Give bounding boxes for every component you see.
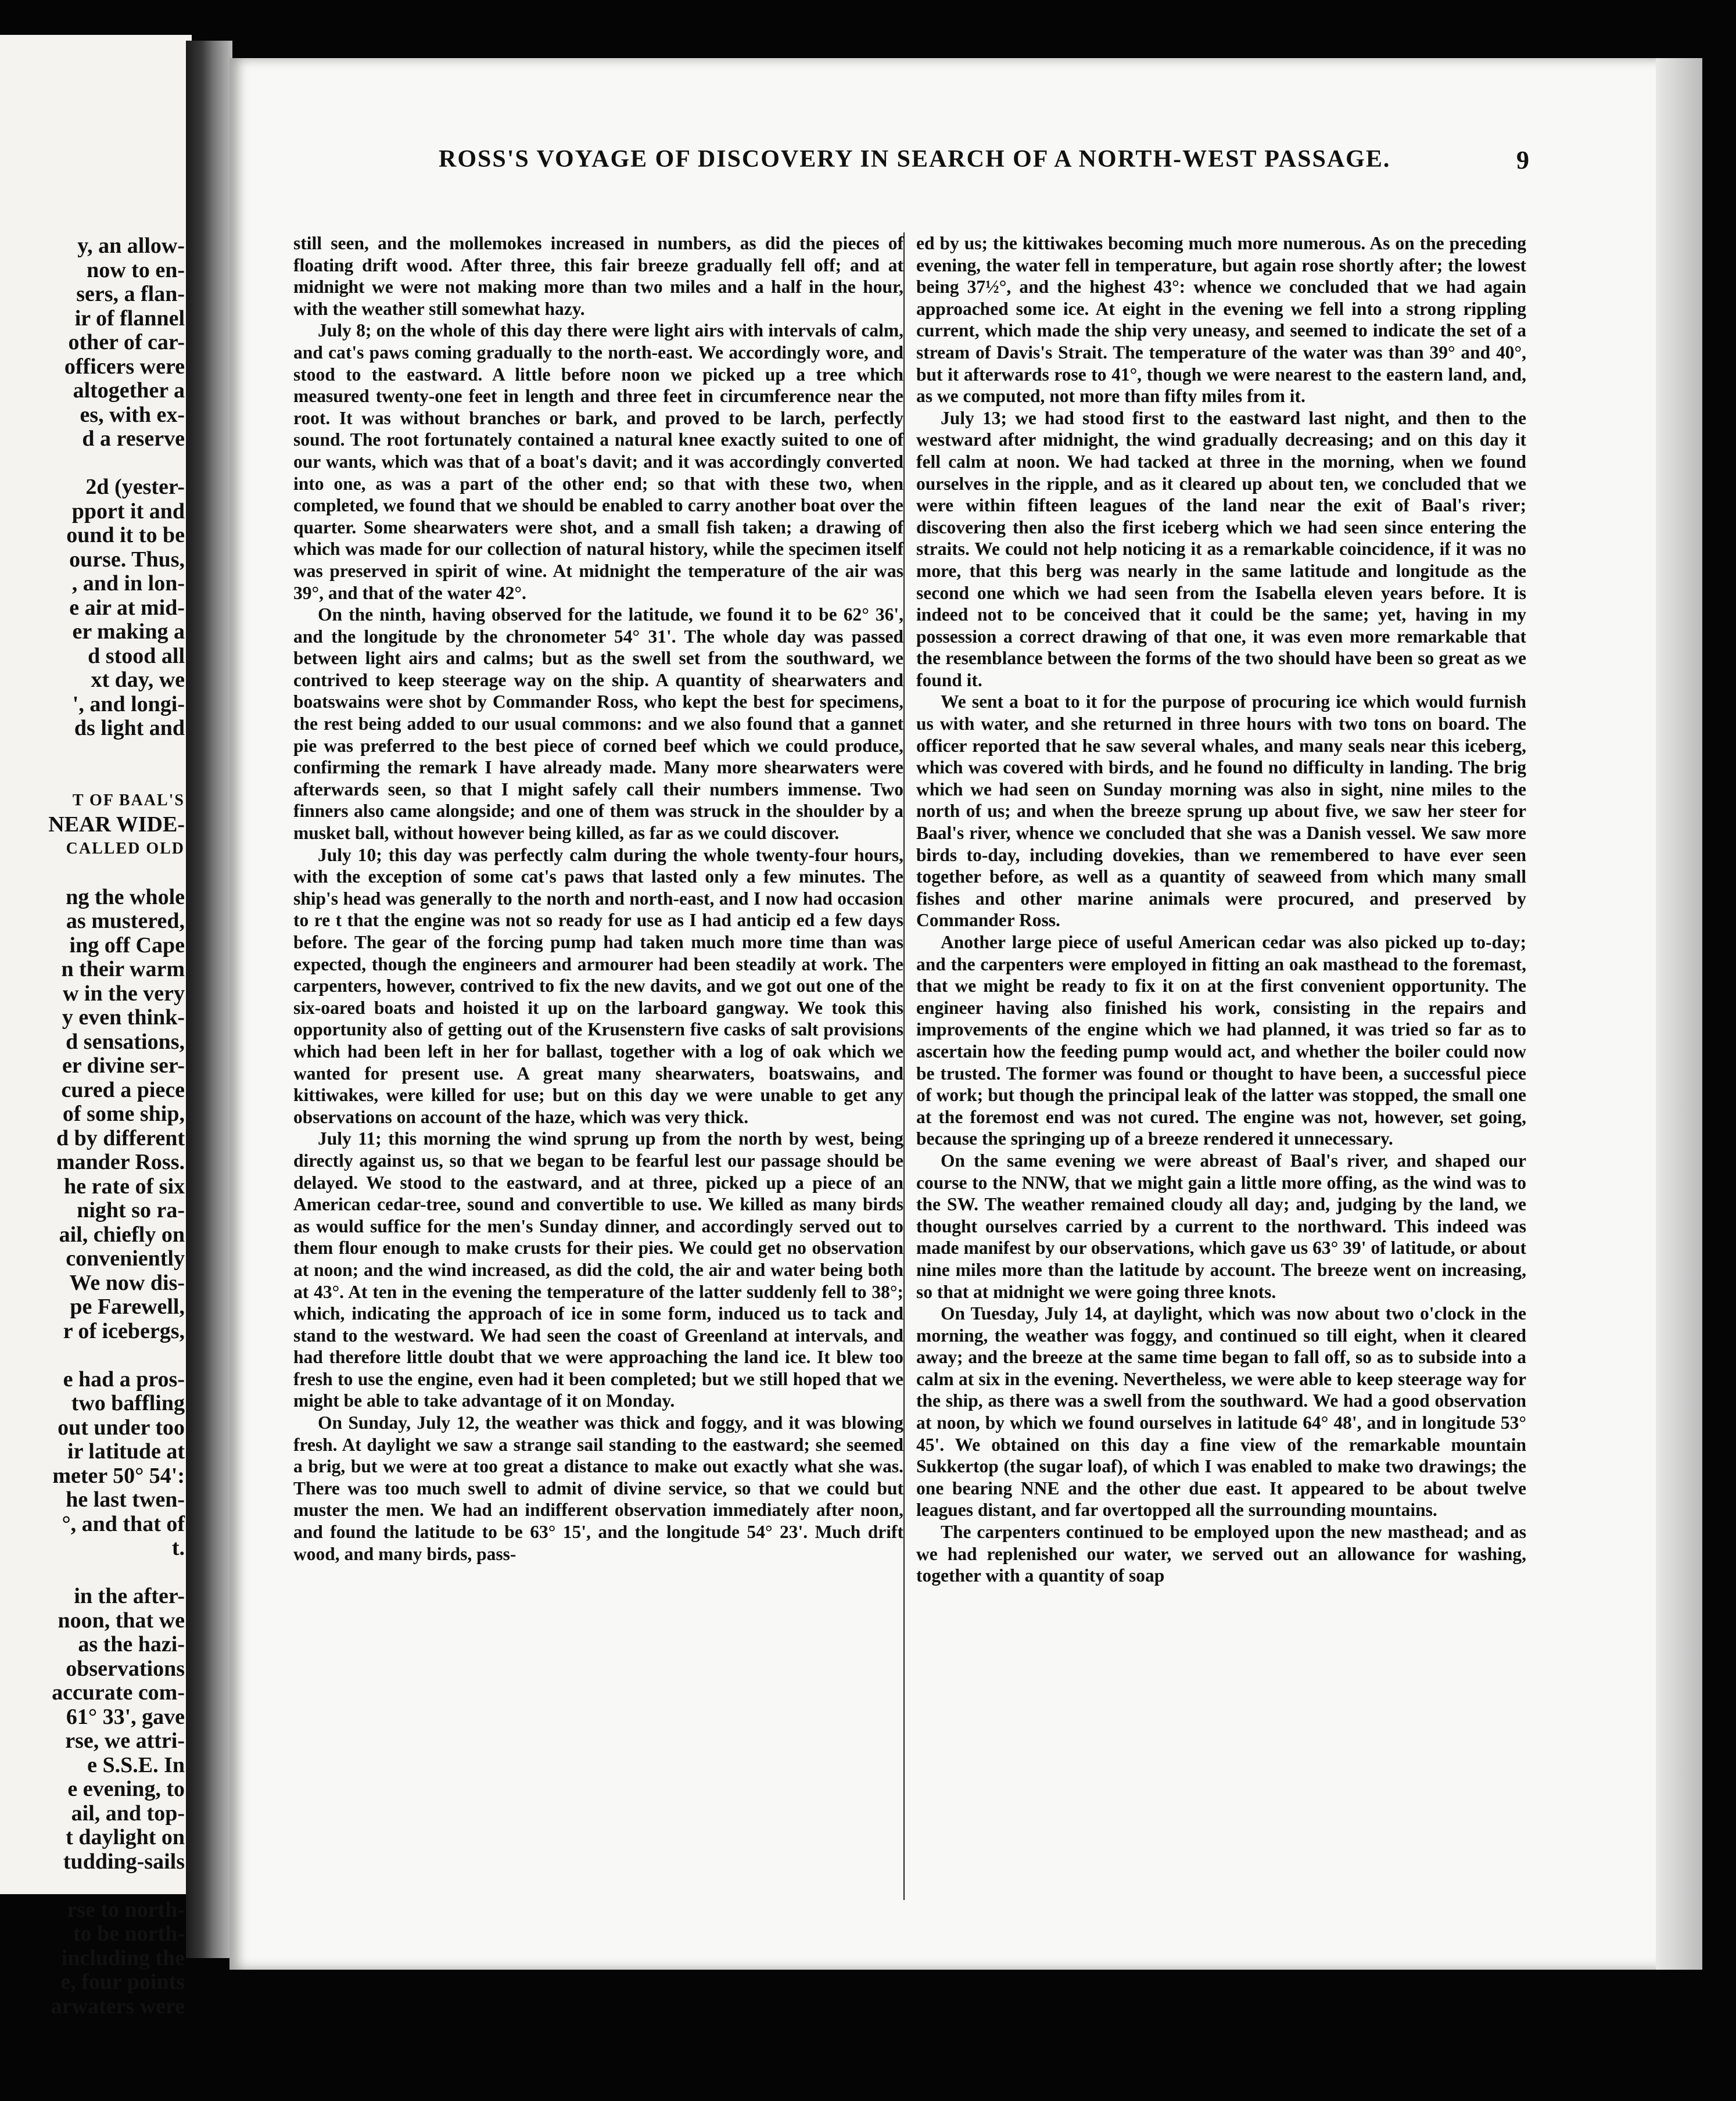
left-column bbox=[293, 232, 903, 1565]
left-page-line: er divine ser- bbox=[62, 1053, 185, 1078]
left-page-line: conveniently bbox=[66, 1246, 185, 1271]
left-page-line: including the bbox=[61, 1945, 185, 1970]
left-page-line: two baffling bbox=[71, 1391, 185, 1415]
paragraph: On Sunday, July 12, the weather was thick and foggy, and it was blowing fresh. At daylight we saw a strange sail standing to the eastward; she seemed a brig, but we were at too great a distance to make out exactly what she was. There was too much swell to admit of divine service, so that we could but muster the men. We had an indifferent observation immediately after noon, and found the latitude to be 63° 15', and the longitude 54° 23'. Much drift wood, and many birds, pass- bbox=[293, 1412, 903, 1564]
column-divider bbox=[903, 232, 905, 1900]
left-page-line: observations bbox=[66, 1656, 185, 1681]
left-page-line: ir of flannel bbox=[74, 306, 185, 331]
left-page-line: he rate of six bbox=[64, 1174, 185, 1199]
left-page-line: ng the whole bbox=[66, 884, 185, 909]
main-page bbox=[229, 58, 1702, 1970]
left-page-line: 61° 33', gave bbox=[66, 1704, 185, 1729]
left-page-line: pport it and bbox=[71, 499, 185, 524]
right-column bbox=[916, 232, 1526, 1587]
left-page-line: We now dis- bbox=[69, 1270, 185, 1295]
left-page-line: es, with ex- bbox=[80, 402, 185, 427]
left-page-line: CALLED OLD bbox=[66, 839, 185, 858]
left-page-line: ourse. Thus, bbox=[69, 547, 185, 572]
running-head: ROSS'S VOYAGE OF DISCOVERY IN SEARCH OF A NORTH-WEST PASSAGE. bbox=[439, 146, 1391, 173]
page-number: 9 bbox=[1516, 146, 1529, 174]
paragraph: Another large piece of useful American cedar was also picked up to-day; and the carpenters were employed in fitting an oak masthead to the foremast, that we might be ready to fix it on at the first convenient opportunity. The engineer having also finished his work, consisting in the repairs and improvements of the engine which we had planned, it was tried so far as to ascertain how the feeding pump would act, and whether the boiler could now be trusted. The former was found or thought to have been, a successful piece of work; but though the principal leak of the latter was stopped, the small one at the foremost end was not cured. The engine was not, however, set going, because the springing up of a breeze rendered it unnecessary. bbox=[916, 932, 1526, 1149]
paragraph: still seen, and the mollemokes increased in numbers, as did the pieces of floating drift wood. After three, this fair breeze gradually fell off; and at midnight we were not making more than two miles and a half in the hour, with the weather still somewhat hazy. bbox=[293, 233, 903, 319]
left-page-line: d stood all bbox=[88, 643, 185, 668]
left-page-line: d by different bbox=[56, 1125, 185, 1150]
left-page-line: y, an allow- bbox=[77, 234, 185, 258]
left-page-line: NEAR WIDE- bbox=[48, 812, 185, 837]
paragraph: The carpenters continued to be employed upon the new masthead; and as we had replenished our water, we served out an allowance for washing, together with a quantity of soap bbox=[916, 1522, 1526, 1586]
left-page-line: as mustered, bbox=[66, 909, 185, 933]
left-page-line: pe Farewell, bbox=[70, 1295, 185, 1319]
left-page-line: d sensations, bbox=[66, 1029, 185, 1054]
left-page-line: er making a bbox=[72, 619, 185, 644]
paragraph: We sent a boat to it for the purpose of procuring ice which would furnish us with water, and she returned in three hours with two tons on board. The officer reported that he saw several whales, and many seals near this iceberg, which was covered with birds, and he found no difficulty in landing. The brig which we had seen on Sunday morning was also in sight, nine miles to the north of us; and when the breeze sprung up about five, we saw her steer for Baal's river, whence we concluded that she was a Danish vessel. We saw more birds to-day, including dovekies, than we remembered to have ever seen together before, as well as a quantity of seaweed from which many small fishes and other marine animals were procured, and preserved by Commander Ross. bbox=[916, 691, 1526, 931]
left-page-line: he last twen- bbox=[66, 1487, 185, 1512]
left-page-line: ound it to be bbox=[66, 523, 185, 547]
page-edge bbox=[1656, 58, 1702, 1970]
left-page-line: °, and that of bbox=[62, 1511, 185, 1536]
left-page-line: n their warm bbox=[61, 957, 185, 981]
left-page-line: ail, chiefly on bbox=[59, 1222, 185, 1247]
left-page-line: ds light and bbox=[74, 716, 185, 740]
paragraph: July 8; on the whole of this day there were light airs with intervals of calm, and cat's paws coming gradually to the north-east. We accordingly wore, and stood to the eastward. A little before noon we picked up a tree which measured twenty-one feet in length and three feet in circumference near the root. It was without branches or bark, and proved to be larch, perfectly sound. The root fortunately contained a natural knee exactly suited to one of our wants, which was that of a boat's davit; and it was accordingly converted into one, as was a part of the other end; so that with these two, when completed, we found that we should be enabled to carry another boat over the quarter. Some shearwaters were shot, and a small fish taken; a drawing of which was made for our collection of natural history, while the specimen itself was preserved in spirit of wine. At midnight the temperature of the air was 39°, and that of the water 42°. bbox=[293, 320, 903, 603]
left-page-line: d a reserve bbox=[82, 426, 185, 451]
left-page-line: mander Ross. bbox=[56, 1150, 185, 1174]
left-page-line: e air at mid- bbox=[69, 595, 185, 620]
left-page-line: ing off Cape bbox=[69, 933, 185, 958]
left-page-line: r of icebergs, bbox=[63, 1318, 185, 1343]
paragraph: July 10; this day was perfectly calm during the whole twenty-four hours, with the exception of some cat's paws that lasted only a few minutes. The ship's head was generally to the north and north-east, and I now had occasion to re t that the engine was not so ready for use as I had anticip ed a few days before. The gear of the forcing pump had taken much more time than was expected, though the engineers and armourer had been steadily at work. The carpenters, however, contrived to fix the new davits, and we got out one of the six-oared boats and hoisted it up on the larboard gangway. We took this opportunity also of getting out of the Krusenstern five casks of salt provisions which had been left in her for ballast, together with a log of oak which we wanted for present use. A great many shearwaters, boatswains, and kittiwakes, were killed for use; but on this day we were unable to get any observations on account of the haze, which was very thick. bbox=[293, 844, 903, 1127]
left-page-line: of some ship, bbox=[62, 1102, 185, 1126]
paragraph: ed by us; the kittiwakes becoming much more numerous. As on the preceding evening, the water fell in temperature, but again rose shortly after; the lowest being 37½°, and the highest 43°: whence we concluded that we had again approached some ice. At eight in the evening we fell into a strong rippling current, which made the ship very uneasy, and seemed to indicate the set of a stream of Davis's Strait. The temperature of the water was than 39° and 40°, but it afterwards rose to 41°, though we were nearest to the eastern land, and, as we computed, not more than fifty miles from it. bbox=[916, 233, 1526, 407]
left-page-line: tudding-sails bbox=[63, 1849, 185, 1874]
left-page-line: ail, and top- bbox=[71, 1801, 185, 1826]
left-page-line: meter 50° 54': bbox=[52, 1463, 185, 1488]
left-page-line: e evening, to bbox=[67, 1777, 185, 1801]
paragraph: July 13; we had stood first to the eastward last night, and then to the westward after midnight, the wind gradually decreasing; and on this day it fell calm at noon. We had tacked at three in the morning, when we found ourselves in the ripple, and as it cleared up about ten, we concluded that we were within fifteen leagues of the land near the exit of Baal's river; discovering then also the first iceberg which we had seen since entering the straits. We could not help noticing it as a remarkable coincidence, if it was no more, that this berg was nearly in the same latitude and longitude as the second one which we had seen from the Isabella eleven years before. It is indeed not to be conceived that it could be the same; yet, having in my possession a correct drawing of that one, it was even more remarkable that the resemblance between the forms of the two should have been so great as we found it. bbox=[916, 407, 1526, 690]
left-page-line: y even think- bbox=[62, 1005, 185, 1030]
left-page-line: out under too bbox=[58, 1415, 185, 1440]
left-page-line: ', and longi- bbox=[72, 691, 185, 716]
left-page-line: , and in lon- bbox=[71, 571, 185, 596]
left-page-line: altogether a bbox=[73, 378, 185, 403]
left-page-line: accurate com- bbox=[52, 1680, 185, 1705]
left-page-fragment bbox=[0, 35, 192, 2018]
left-page-line: noon, that we bbox=[58, 1608, 185, 1633]
left-page-line: night so ra- bbox=[77, 1198, 185, 1222]
page-gutter bbox=[186, 41, 232, 1958]
paragraph: On the ninth, having observed for the latitude, we found it to be 62° 36', and the longitude by the chronometer 54° 31'. The whole day was passed between light airs and calms; but as the swell set from the southward, we contrived to keep steerage way on the ship. A quantity of shearwaters and boatswains were shot by Commander Ross, who kept the best for specimens, the rest being added to our usual commons: and we also found that a gannet pie was preferred to the best piece of corned beef which we could produce, confirming the remark I have already made. Many more shearwaters were afterwards seen, so that I might safely call their numbers immense. Two finners also came alongside; and one of them was struck in the shoulder by a musket ball, without however being killed, as far as we could discover. bbox=[293, 604, 903, 844]
left-page-line: other of car- bbox=[68, 330, 185, 354]
paragraph: On the same evening we were abreast of Baal's river, and shaped our course to the NNW, that we might gain a little more offing, as the wind was to the SW. The weather remained cloudy all day; and, judging by the land, we thought ourselves carried by a current to the northward. This indeed was made manifest by our observations, which gave us 63° 39' of latitude, or about nine miles more than the latitude by account. The breeze went on increasing, so that at midnight we were going three knots. bbox=[916, 1150, 1526, 1302]
left-page-line: e, four points bbox=[60, 1970, 185, 1994]
left-page-line: rse to north- bbox=[67, 1897, 185, 1922]
left-page-line: e S.S.E. In bbox=[87, 1752, 185, 1777]
left-page-line: 2d (yester- bbox=[85, 475, 185, 499]
left-page-line: arwaters were bbox=[51, 1994, 185, 2018]
left-page-line: to be north- bbox=[73, 1921, 185, 1946]
left-page-line: officers were bbox=[64, 354, 185, 379]
left-page-line: w in the very bbox=[62, 981, 185, 1006]
left-page-line: in the after- bbox=[74, 1584, 185, 1608]
left-page-line: as the hazi- bbox=[78, 1632, 185, 1657]
left-page-line: xt day, we bbox=[91, 668, 185, 692]
left-page-line: t daylight on bbox=[66, 1825, 185, 1849]
paragraph: On Tuesday, July 14, at daylight, which was now about two o'clock in the morning, the weather was foggy, and continued so till eight, when it cleared away; and the breeze at the same time began to fall off, so as to subside into a calm at six in the evening. Nevertheless, we were able to keep steerage way for the ship, as there was a swell from the southward. We had a good observation at noon, by which we found ourselves in latitude 64° 48', and in longitude 53° 45'. We obtained on this day a fine view of the remarkable mountain Sukkertop (the sugar loaf), of which I was enabled to make two drawings; the one bearing NNE and the other due east. It appeared to be about twelve leagues distant, and far overtopped all the surrounding mountains. bbox=[916, 1303, 1526, 1521]
left-page-line: ir latitude at bbox=[67, 1439, 185, 1464]
left-page-line: t. bbox=[171, 1536, 185, 1560]
left-page-line: e had a pros- bbox=[63, 1367, 185, 1392]
left-page-line: cured a piece bbox=[61, 1077, 185, 1102]
left-page-line: rse, we attri- bbox=[65, 1729, 185, 1753]
paragraph: July 11; this morning the wind sprung up from the north by west, being directly against us, so that we began to be fearful lest our passage should be delayed. We stood to the eastward, and at three, picked up a piece of an American cedar-tree, sound and convertible to use. We killed as many birds as would suffice for the men's Sunday dinner, and accordingly served out to them flour enough to make crusts for their pies. We could get no observation at noon; and the wind increased, as did the cold, the air and water being both at 43°. At ten in the evening the temperature of the latter suddenly fell to 38°; which, indicating the approach of ice in some form, induced us to tack and stand to the westward. We had seen the coast of Greenland at intervals, and had therefore little doubt that we were approaching the land ice. It blew too fresh to use the engine, even had it been completed; but we still hoped that we might be able to take advantage of it on Monday. bbox=[293, 1128, 903, 1411]
left-page-line: T OF BAAL'S bbox=[72, 791, 185, 809]
left-page-line: now to en- bbox=[87, 257, 185, 282]
left-page-line: sers, a flan- bbox=[76, 282, 185, 306]
